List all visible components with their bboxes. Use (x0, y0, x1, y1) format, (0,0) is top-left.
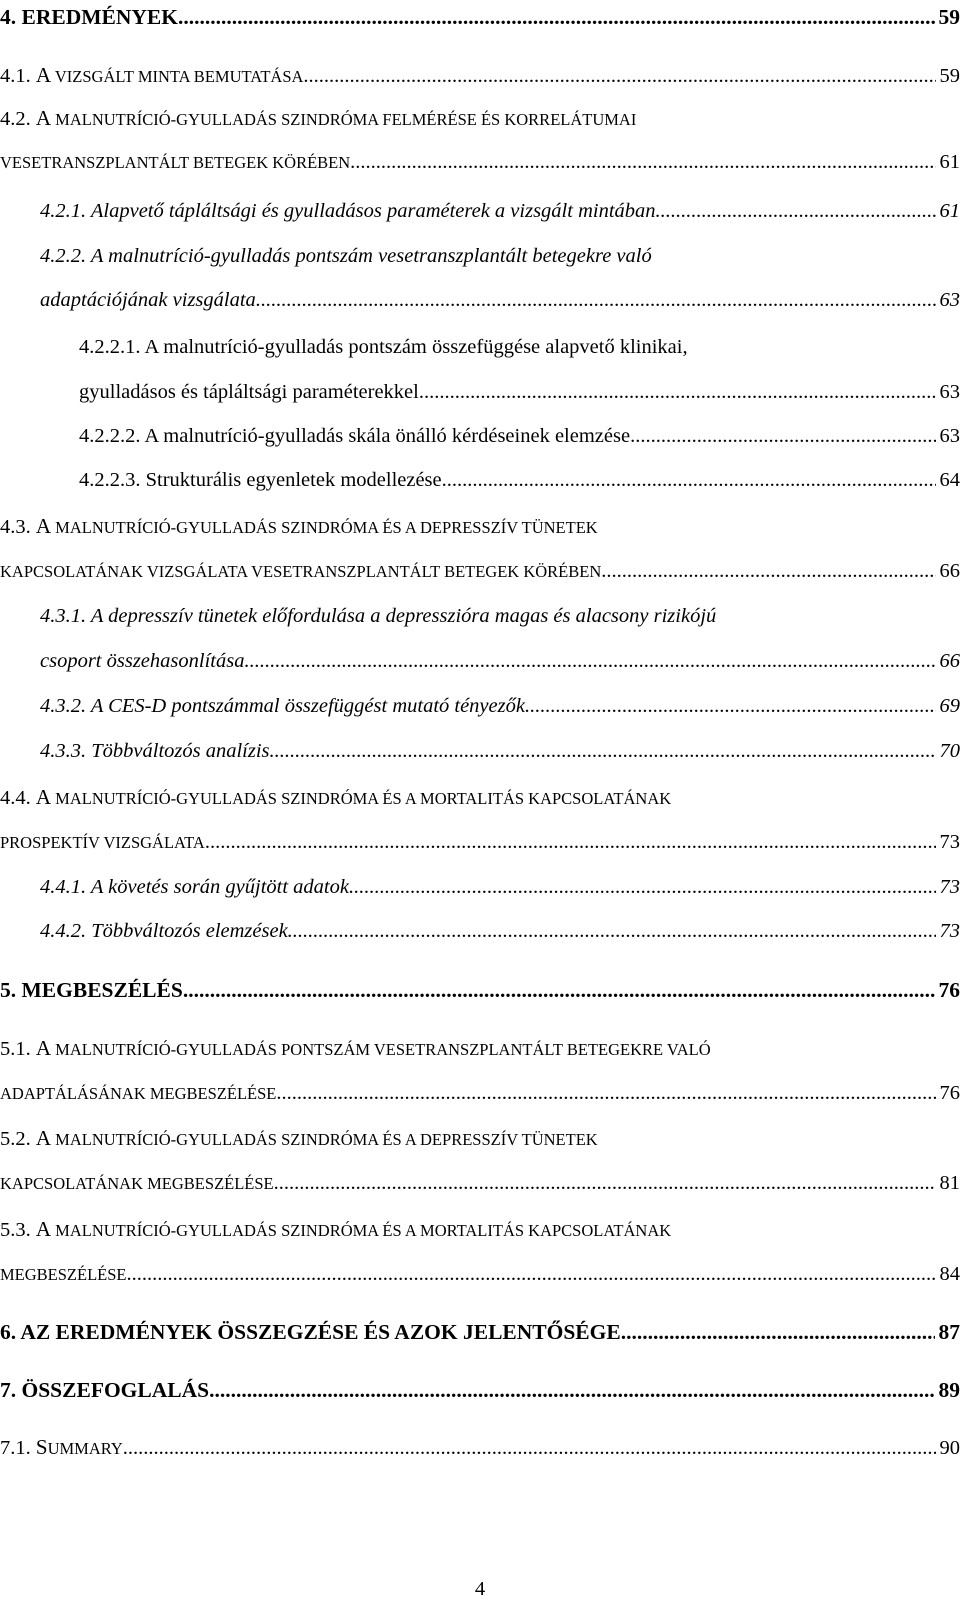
toc-entry-title: MALNUTRÍCIÓ-GYULLADÁS PONTSZÁM VESETRANSZPLANTÁLT BETEGEKRE VALÓ (51, 1040, 711, 1059)
toc-entry-title: MALNUTRÍCIÓ-GYULLADÁS SZINDRÓMA ÉS A MORTALITÁS KAPCSOLATÁNAK (51, 789, 672, 808)
toc-entry-4-2-1[interactable] (0, 196, 960, 226)
toc-leader-dots (244, 646, 935, 676)
toc-entry-4-1[interactable] (0, 60, 960, 90)
toc-leader-dots (303, 61, 935, 90)
toc-leader-dots (178, 2, 935, 32)
toc-page-number: 59 (939, 65, 960, 87)
toc-entry-5-3[interactable] (0, 1214, 960, 1285)
toc-leader-dots (209, 1375, 934, 1405)
toc-entry-title-continued: KAPCSOLATÁNAK VIZSGÁLATA VESETRANSZPLANTÁLT BETEGEK KÖRÉBEN (0, 562, 602, 581)
toc-page-number: 59 (938, 5, 960, 29)
toc-entry-title: MALNUTRÍCIÓ-GYULLADÁS SZINDRÓMA FELMÉRÉSE ÉS KORRELÁTUMAI (51, 110, 637, 129)
toc-leader-dots (621, 1317, 935, 1347)
toc-page-number: 87 (938, 1320, 960, 1344)
toc-entry-number: 5.2. (0, 1128, 36, 1150)
toc-entry-initial: A (35, 1036, 52, 1060)
toc-entry-number: 4.2. (0, 108, 36, 130)
toc-entry-title: 4.3.1. A depresszív tünetek előfordulása a depresszióra magas és alacsony rizikójú (40, 605, 717, 627)
toc-leader-dots (270, 736, 936, 766)
toc-entry-4-3[interactable] (0, 511, 960, 582)
toc-leader-dots (525, 691, 936, 721)
toc-entry-title: MALNUTRÍCIÓ-GYULLADÁS SZINDRÓMA ÉS A DEPRESSZÍV TÜNETEK (51, 1130, 598, 1149)
toc-entry-title: UMMARY (47, 1439, 123, 1458)
toc-entry-title-continued: csoport összehasonlítása (40, 650, 245, 672)
toc-entry-4-2-2[interactable] (0, 241, 960, 311)
toc-entry-4-2[interactable] (0, 103, 960, 173)
toc-entry-chapter-4[interactable] (0, 2, 960, 32)
toc-entry-chapter-6[interactable] (0, 1317, 960, 1347)
toc-entry-4-4-1[interactable] (0, 872, 960, 902)
toc-entry-initial: A (35, 106, 52, 130)
toc-page-number: 70 (939, 740, 960, 762)
toc-page-number: 89 (938, 1378, 960, 1402)
toc-entry-title: VIZSGÁLT MINTA BEMUTATÁSA (51, 67, 304, 86)
toc-page-number: 73 (939, 831, 960, 853)
toc-entry-title: 5. MEGBESZÉLÉS (0, 978, 183, 1002)
toc-leader-dots (630, 421, 935, 451)
toc-entry-title: 4.4.1. A követés során gyűjtött adatok (40, 876, 349, 898)
toc-entry-title: 7. ÖSSZEFOGLALÁS (0, 1378, 210, 1402)
toc-entry-title: 4.4.2. Többváltozós elemzések (40, 920, 288, 942)
toc-entry-title: MALNUTRÍCIÓ-GYULLADÁS SZINDRÓMA ÉS A MORTALITÁS KAPCSOLATÁNAK (51, 1221, 672, 1240)
toc-page-number: 61 (939, 151, 960, 173)
toc-entry-4-2-2-1[interactable] (0, 332, 960, 403)
toc-leader-dots (276, 1078, 935, 1108)
toc-entry-number: 5.3. (0, 1219, 36, 1241)
toc-leader-dots (349, 872, 936, 902)
toc-leader-dots (288, 916, 936, 946)
toc-entry-title: 4.2.2.2. A malnutríció-gyulladás skála önálló kérdéseinek elemzése (79, 425, 631, 447)
toc-entry-initial: A (35, 1126, 52, 1150)
toc-entry-number: 5.1. (0, 1038, 36, 1060)
toc-entry-4-3-3[interactable] (0, 736, 960, 766)
toc-entry-initial: A (35, 514, 52, 538)
toc-page-number: 66 (939, 650, 960, 672)
toc-page-number: 64 (939, 469, 960, 491)
toc-leader-dots (256, 285, 936, 315)
toc-page-number: 63 (939, 381, 960, 403)
toc-entry-initial: A (35, 63, 52, 87)
toc-entry-number: 4.3. (0, 516, 36, 538)
toc-entry-chapter-7[interactable] (0, 1375, 960, 1405)
toc-entry-chapter-5[interactable] (0, 975, 960, 1005)
toc-entry-title: 4.2.2.1. A malnutríció-gyulladás pontszám összefüggése alapvető klinikai, (79, 336, 688, 358)
toc-leader-dots (419, 377, 936, 407)
toc-page-number: 73 (939, 876, 960, 898)
toc-entry-4-2-2-3[interactable] (0, 465, 960, 495)
toc-page-number: 69 (939, 695, 960, 717)
toc-entry-title-continued: KAPCSOLATÁNAK MEGBESZÉLÉSE (0, 1174, 274, 1193)
toc-page-number: 84 (939, 1263, 960, 1285)
toc-entry-title-continued: gyulladásos és tápláltsági paraméterekkel (79, 381, 419, 403)
toc-entry-title-continued: adaptációjának vizsgálata (40, 289, 256, 311)
toc-entry-4-4-2[interactable] (0, 916, 960, 946)
toc-entry-title: 4.3.2. A CES-D pontszámmal összefüggést mutató tényezők (40, 695, 525, 717)
toc-entry-4-4[interactable] (0, 782, 960, 853)
toc-leader-dots (205, 827, 936, 857)
toc-page-number: 73 (939, 920, 960, 942)
toc-entry-4-2-2-2[interactable] (0, 421, 960, 451)
toc-entry-5-2[interactable] (0, 1123, 960, 1194)
toc-entry-initial: S (35, 1435, 48, 1459)
toc-entry-title: 4.2.1. Alapvető tápláltsági és gyulladásos paraméterek a vizsgált mintában (40, 200, 656, 222)
toc-entry-title-continued: VESETRANSZPLANTÁLT BETEGEK KÖRÉBEN (0, 153, 351, 172)
toc-entry-title: 4.3.3. Többváltozós analízis (40, 740, 270, 762)
toc-page-number: 76 (939, 1082, 960, 1104)
toc-entry-number: 4.4. (0, 787, 36, 809)
toc-entry-4-3-1[interactable] (0, 601, 960, 672)
toc-leader-dots (350, 147, 935, 177)
page-number: 4 (474, 1578, 486, 1600)
toc-entry-title: 4.2.2.3. Strukturális egyenletek modellezése (79, 469, 442, 491)
toc-leader-dots (123, 1433, 936, 1462)
toc-leader-dots (127, 1259, 936, 1289)
toc-leader-dots (183, 975, 935, 1005)
toc-entry-initial: A (35, 1217, 52, 1241)
toc-page-number: 63 (939, 289, 960, 311)
toc-entry-title: 6. AZ EREDMÉNYEK ÖSSZEGZÉSE ÉS AZOK JELENTŐSÉGE (0, 1320, 621, 1344)
toc-page-number: 81 (939, 1172, 960, 1194)
toc-entry-number: 7.1. (0, 1437, 36, 1459)
toc-leader-dots (601, 556, 935, 586)
toc-entry-title-continued: MEGBESZÉLÉSE (0, 1265, 127, 1284)
toc-page-number: 61 (939, 200, 960, 222)
toc-page-number: 63 (939, 425, 960, 447)
toc-leader-dots (656, 196, 936, 226)
toc-entry-title: MALNUTRÍCIÓ-GYULLADÁS SZINDRÓMA ÉS A DEPRESSZÍV TÜNETEK (51, 518, 598, 537)
toc-page-number: 76 (938, 978, 960, 1002)
toc-entry-7-1[interactable] (0, 1432, 960, 1462)
toc-entry-title-continued: ADAPTÁLÁSÁNAK MEGBESZÉLÉSE (0, 1084, 277, 1103)
toc-entry-4-3-2[interactable] (0, 691, 960, 721)
toc-leader-dots (442, 465, 936, 495)
toc-entry-title: 4.2.2. A malnutríció-gyulladás pontszám vesetranszplantált betegekre való (40, 245, 652, 267)
toc-entry-title: 4. EREDMÉNYEK (0, 5, 178, 29)
toc-entry-title-continued: PROSPEKTÍV VIZSGÁLATA (0, 833, 205, 852)
toc-entry-initial: A (35, 785, 52, 809)
toc-page-number: 90 (939, 1437, 960, 1459)
toc-entry-5-1[interactable] (0, 1033, 960, 1104)
toc-leader-dots (274, 1168, 936, 1198)
toc-entry-number: 4.1. (0, 65, 36, 87)
toc-page-number: 66 (939, 560, 960, 582)
